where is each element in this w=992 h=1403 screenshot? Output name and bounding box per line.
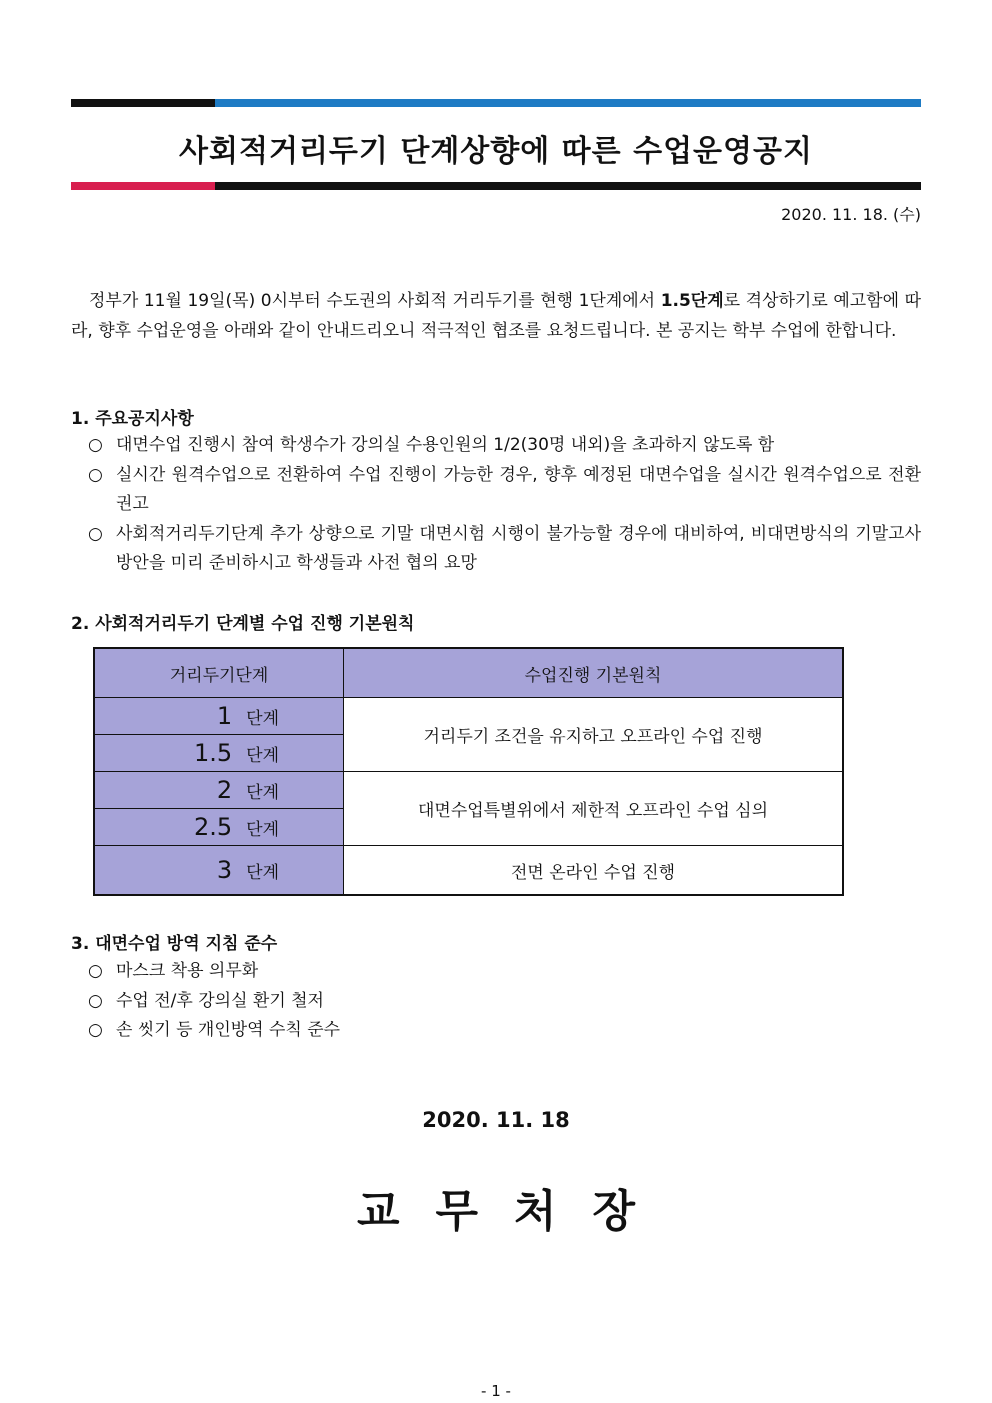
intro-text-2: 로 격상하기로 예고함에 따라, 향후 수업운영을 아래와 같이 안내드리오니 적극적인 협조를 요청드립니다. 본 공지는 학부 수업에 한합니다. xyxy=(71,291,922,341)
notice-date: 2020. 11. 18. (수) xyxy=(781,205,921,224)
list-item-text: 손 씻기 등 개인방역 수칙 준수 xyxy=(116,1020,341,1040)
footer-date: 2020. 11. 18 xyxy=(422,1108,570,1132)
section1-list xyxy=(88,431,921,579)
table-row xyxy=(94,846,843,896)
top-bar-blue xyxy=(215,99,921,107)
list-item-text: 실시간 원격수업으로 전환하여 수업 진행이 가능한 경우, 향후 예정된 대면수업을 실시간 원격수업으로 전환 권고 xyxy=(116,464,921,514)
circle-bullet-icon: ○ xyxy=(88,990,103,1011)
table-row xyxy=(94,772,843,809)
list-item xyxy=(88,461,921,520)
rule-cell: 대면수업특별위에서 제한적 오프라인 수업 심의 xyxy=(344,772,844,846)
section3-heading: 3. 대면수업 방역 지침 준수 xyxy=(71,934,278,954)
stage-cell xyxy=(94,735,344,772)
circle-bullet-icon: ○ xyxy=(88,435,103,455)
stage-unit: 단계 xyxy=(246,863,279,883)
section2-heading: 2. 사회적거리두기 단계별 수업 진행 기본원칙 xyxy=(71,614,415,634)
rule-cell: 거리두기 조건을 유지하고 오프라인 수업 진행 xyxy=(344,698,844,772)
list-item-text: 수업 전/후 강의실 환기 철저 xyxy=(116,990,324,1011)
list-item xyxy=(88,431,921,461)
bottom-bar-black xyxy=(215,182,921,190)
intro-bold: 1.5단계 xyxy=(660,291,724,311)
circle-bullet-icon: ○ xyxy=(88,523,103,544)
stage-cell xyxy=(94,772,344,809)
stage-cell xyxy=(94,698,344,735)
stage-unit: 단계 xyxy=(246,746,279,766)
table-header-stage: 거리두기단계 xyxy=(94,648,344,698)
stage-number: 2.5 xyxy=(193,813,233,841)
top-bar-black xyxy=(71,99,215,107)
stage-cell xyxy=(94,809,344,846)
page-number: - 1 - xyxy=(481,1382,511,1400)
stage-unit: 단계 xyxy=(246,709,279,729)
circle-bullet-icon: ○ xyxy=(88,1020,103,1040)
rule-cell: 전면 온라인 수업 진행 xyxy=(344,846,844,896)
table-header-rule: 수업진행 기본원칙 xyxy=(344,648,844,698)
list-item xyxy=(88,520,921,579)
stage-unit: 단계 xyxy=(246,783,279,803)
stage-number: 1 xyxy=(216,702,233,730)
section1-heading: 1. 주요공지사항 xyxy=(71,409,194,429)
bottom-bar-red xyxy=(71,182,215,190)
table-header-row xyxy=(94,648,843,698)
list-item xyxy=(88,957,921,987)
list-item xyxy=(88,1016,921,1046)
stage-cell xyxy=(94,846,344,896)
signature: 교무처장 xyxy=(356,1186,671,1237)
intro-paragraph xyxy=(71,286,921,346)
list-item-text: 대면수업 진행시 참여 학생수가 강의실 수용인원의 1/2(30명 내외)을 초과하지 않도록 함 xyxy=(116,435,775,455)
circle-bullet-icon: ○ xyxy=(88,961,103,981)
list-item-text: 사회적거리두기단계 추가 상향으로 기말 대면시험 시행이 불가능할 경우에 대비하여, 비대면방식의 기말고사 방안을 미리 준비하시고 학생들과 사전 협의 요망 xyxy=(116,523,921,573)
list-item-text: 마스크 착용 의무화 xyxy=(116,961,259,981)
page-title: 사회적거리두기 단계상향에 따른 수업운영공지 xyxy=(179,134,813,169)
stage-table xyxy=(93,647,844,896)
table-row xyxy=(94,698,843,735)
list-item xyxy=(88,987,921,1017)
circle-bullet-icon: ○ xyxy=(88,464,103,485)
section3-list xyxy=(88,957,921,1046)
stage-number: 1.5 xyxy=(193,739,233,767)
stage-number: 3 xyxy=(216,856,233,884)
stage-number: 2 xyxy=(216,776,233,804)
stage-unit: 단계 xyxy=(246,820,279,840)
intro-text-1: 정부가 11월 19일(목) 0시부터 수도권의 사회적 거리두기를 현행 1단계에서 xyxy=(89,291,661,311)
